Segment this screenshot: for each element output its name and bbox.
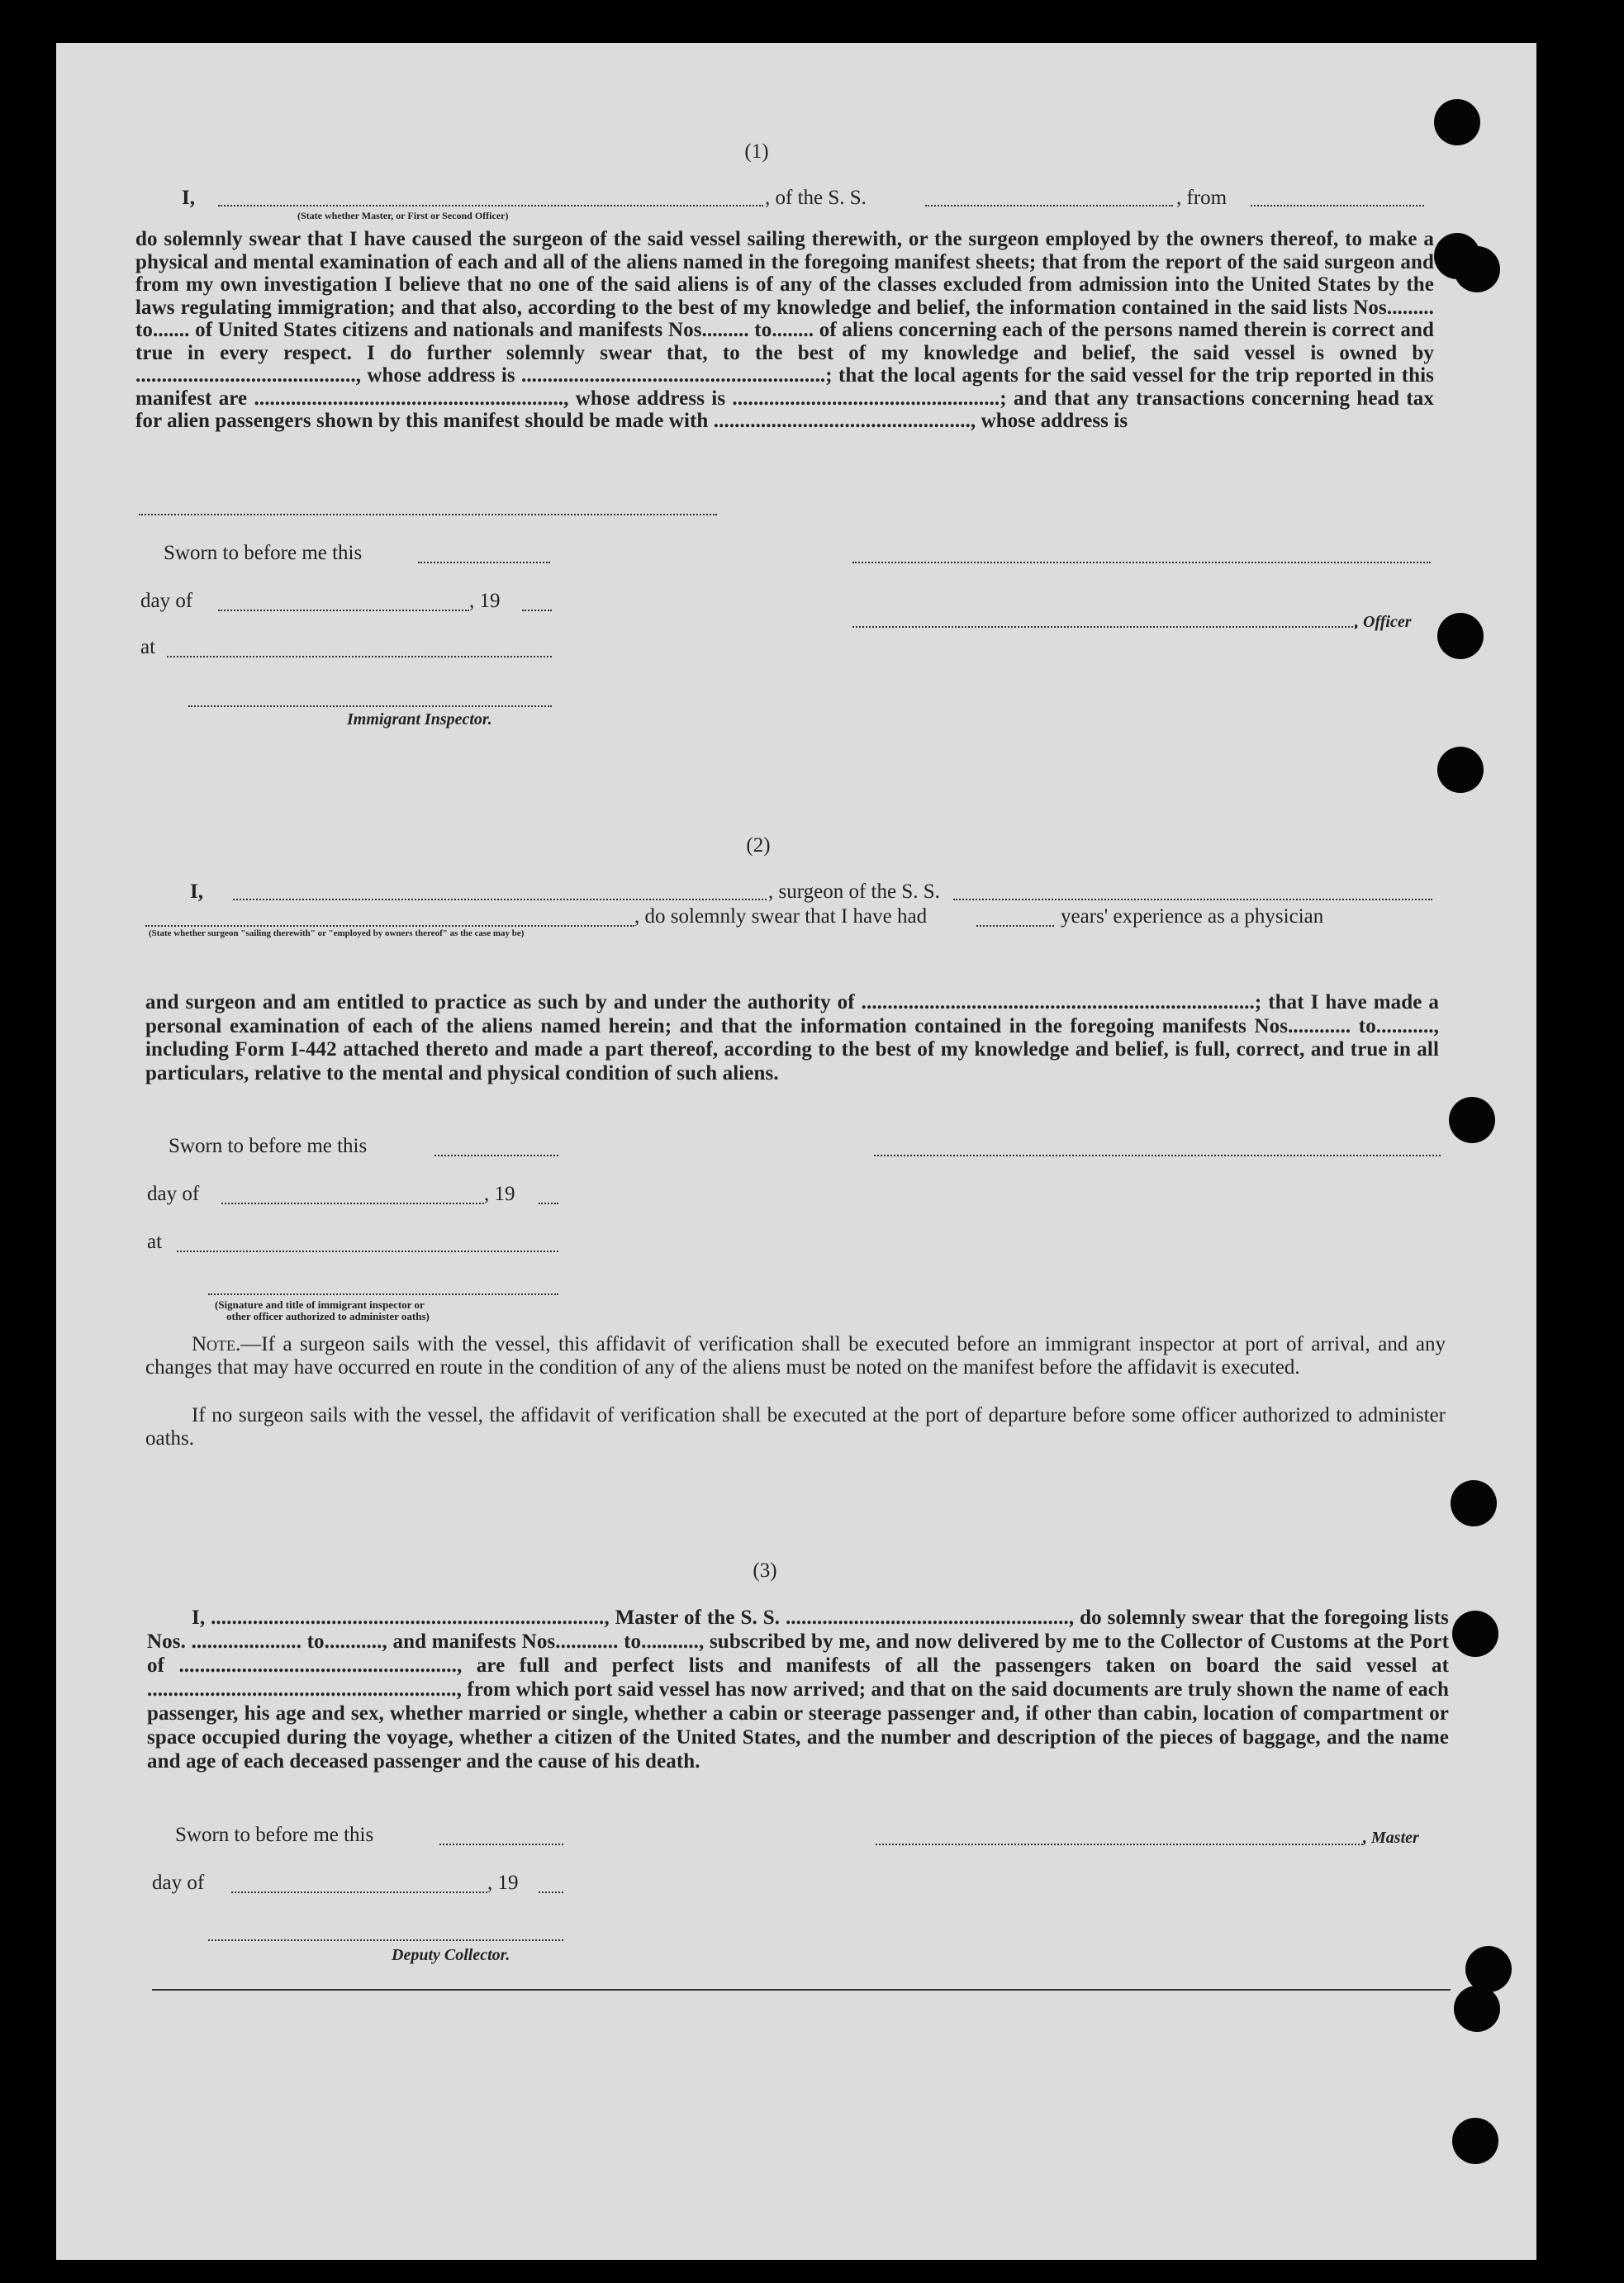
sworn-day-field-3[interactable] [439, 1844, 563, 1845]
surgeon-caption: (State whether surgeon "sailing therewith" or "employed by owners thereof" as the case may be) [149, 928, 525, 938]
signature-caption-2: other officer authorized to administer oaths) [226, 1310, 430, 1322]
inspector-signature[interactable] [188, 705, 552, 707]
officer-label: , Officer [1355, 613, 1412, 631]
punch-hole [1451, 1480, 1497, 1526]
month-field-3[interactable] [231, 1891, 487, 1893]
punch-hole [1452, 1611, 1498, 1657]
section-2-number: (2) [746, 834, 771, 857]
master-name-field[interactable] [218, 205, 763, 206]
punch-hole [1452, 2118, 1498, 2164]
section-2-surgeon-ss: , surgeon of the S. S. [768, 880, 940, 903]
officer-signature-1[interactable] [852, 562, 1431, 563]
section-3-body: I, ..........................................................................., Master of the S. S. ......................................................, do solemnly swear that the foregoing lists Nos. ..................... to..........., and manifests Nos............ to..........., subscribed by me, and now delivered by me to the Collector of Customs at the Port of ....................................................., are full and perfect lists and manifests of all the passengers taken on board the said vessel at ..........................................................., from which port said vessel has now arrived; and that on the said documents are truly shown the name of each passenger, his age and sex, whether married or single, whether a cabin or steerage passenger and, if other than cabin, location of compartment or space occupied during the voyage, whether a citizen of the United States, and the number and description of the pieces of baggage, and the name and age of each deceased passenger and the cause of his death. [147, 1607, 1449, 1773]
note-text-1: —If a surgeon sails with the vessel, this affidavit of verification shall be executed before an immigrant inspector at port of arrival, and any changes that may have occurred en route in the condition of any of the aliens must be noted on the manifest before the affidavit is executed. [145, 1333, 1446, 1379]
surgeon-name-field[interactable] [233, 899, 767, 900]
section-2-year: , 19 [484, 1183, 515, 1205]
section-1-of-ss: , of the S. S. [765, 187, 867, 209]
year-field-2[interactable] [539, 1203, 558, 1204]
section-2-sworn: Sworn to before me this [169, 1135, 368, 1157]
note-label: Note. [192, 1333, 241, 1355]
section-2-body: and surgeon and am entitled to practice as such by and under the authority of ...........................................................................; that I have made a personal examination of each of the aliens named herein; and that the information contained in the foregoing manifests Nos............ to..........., including Form I-442 attached thereto and made a part thereof, according to the best of my knowledge and belief, is full, correct, and true in all particulars, relative to the mental and physical condition of such aliens. [145, 991, 1439, 1085]
section-3-year: , 19 [487, 1872, 519, 1894]
note-paragraph-1 [145, 1333, 1446, 1379]
punch-hole [1449, 1097, 1495, 1143]
punch-hole [1437, 613, 1484, 659]
section-2-day-of: day of [147, 1183, 200, 1205]
form-sheet [56, 43, 1536, 2260]
month-field[interactable] [218, 610, 469, 611]
section-1-i: I, [182, 187, 195, 209]
place-field-2[interactable] [177, 1251, 558, 1252]
section-2-i: I, [190, 880, 203, 903]
sworn-day-field-2[interactable] [434, 1155, 558, 1156]
bottom-rule [152, 1989, 1451, 1991]
section-3-number: (3) [753, 1559, 777, 1582]
section-1-from: , from [1176, 187, 1227, 209]
signature-caption-1: (Signature and title of immigrant inspector or [215, 1298, 425, 1311]
section-2-years: years' experience as a physician [1061, 905, 1324, 928]
port-from-field[interactable] [1251, 205, 1424, 206]
section-1-number: (1) [744, 140, 769, 163]
collector-label: Deputy Collector. [392, 1946, 510, 1964]
section-1-day-of: day of [140, 590, 193, 612]
sworn-day-field[interactable] [418, 562, 550, 563]
section-2-at: at [147, 1231, 163, 1253]
month-field-2[interactable] [221, 1203, 484, 1204]
section-1-sworn: Sworn to before me this [164, 542, 363, 564]
master-label: , Master [1363, 1829, 1419, 1847]
place-field[interactable] [167, 656, 552, 657]
section-2-swear: , do solemnly swear that I have had [634, 905, 928, 928]
master-signature[interactable] [876, 1844, 1363, 1845]
officer-signature-2[interactable] [852, 626, 1356, 628]
punch-hole [1454, 246, 1500, 292]
section-1-at: at [140, 636, 156, 658]
section-1-body: do solemnly swear that I have caused the surgeon of the said vessel sailing therewith, or the surgeon employed by the owners thereof, to make a physical and mental examination of each and all of the aliens named in the foregoing manifest sheets; that from the report of the said surgeon and from my own investigation I believe that no one of the said aliens is of any of the classes excluded from admission into the United States by the laws regulating immigration; and that also, according to the best of my knowledge and belief, the information contained in the said lists Nos......... to....... of United States citizens and nationals and manifests Nos......... to........ of aliens concerning each of the persons named therein is correct and true in every respect. I do further solemnly swear that, to the best of my knowledge and belief, the said vessel is owned by .........................................., whose address is ..........................................................; that the local agents for the said vessel for the trip reported in this manifest are ..........................................................., whose address is ...................................................; and that any transactions concerning head tax for alien passengers shown by this manifest should be made with ................................................., whose address is [135, 228, 1434, 432]
year-field-3[interactable] [539, 1891, 563, 1893]
years-field[interactable] [976, 925, 1054, 927]
punch-hole [1434, 99, 1480, 145]
surgeon-type-field[interactable] [145, 925, 634, 927]
punch-hole [1437, 747, 1484, 793]
year-field[interactable] [522, 610, 552, 611]
inspector-signature-2[interactable] [208, 1293, 558, 1295]
ship-name-field[interactable] [925, 205, 1173, 206]
punch-hole [1454, 1986, 1500, 2032]
master-caption: (State whether Master, or First or Second Officer) [297, 210, 509, 221]
section-3-sworn: Sworn to before me this [175, 1824, 374, 1846]
whose-address-field[interactable] [139, 514, 717, 515]
surgeon-signature[interactable] [874, 1155, 1441, 1156]
section-1-year: , 19 [469, 590, 501, 612]
collector-signature[interactable] [208, 1939, 563, 1941]
note-paragraph-2: If no surgeon sails with the vessel, the affidavit of verification shall be executed at the port of departure before some officer authorized to administer oaths. [145, 1404, 1446, 1450]
surgeon-ship-field[interactable] [953, 899, 1432, 900]
inspector-label: Immigrant Inspector. [347, 710, 492, 729]
section-3-day-of: day of [152, 1872, 205, 1894]
